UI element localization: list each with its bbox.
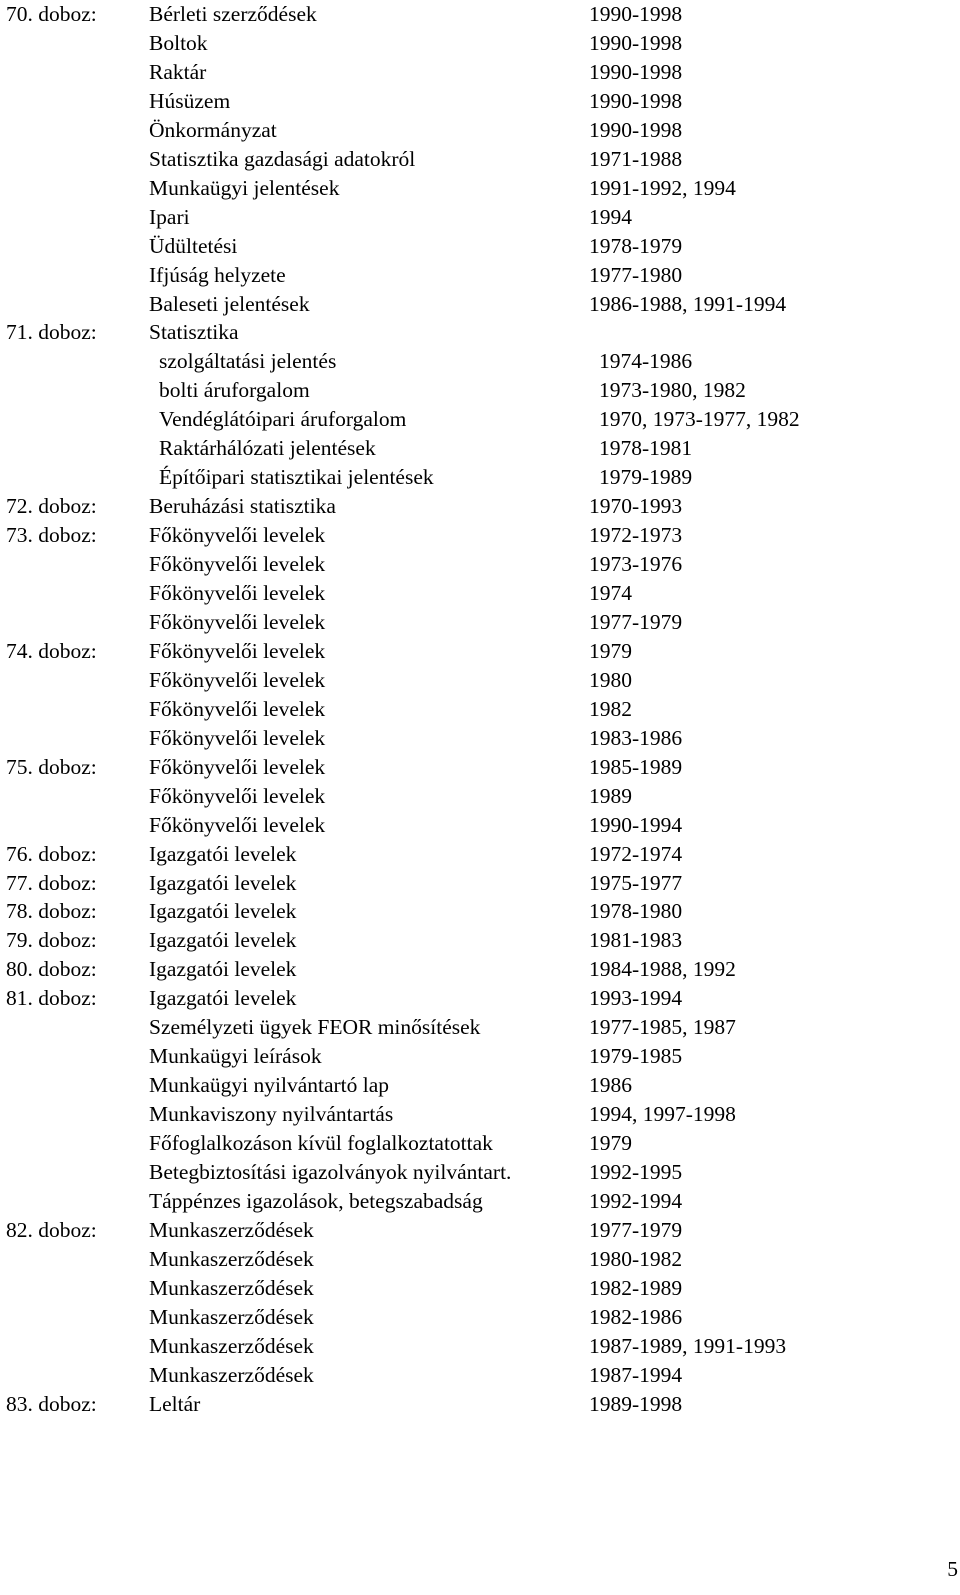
inventory-row xyxy=(0,1042,960,1071)
record-description: Munkaszerződések xyxy=(149,1217,314,1242)
inventory-row xyxy=(0,145,960,174)
box-number: 79. doboz: xyxy=(6,928,97,953)
record-years: 1979-1985 xyxy=(589,1044,683,1069)
record-description: Betegbiztosítási igazolványok nyilvántart. xyxy=(149,1160,512,1184)
record-years: 1979 xyxy=(589,638,632,663)
record-years: 1981-1983 xyxy=(589,928,683,953)
record-description: Főkönyvelői levelek xyxy=(149,754,326,779)
box-number: 70. doboz: xyxy=(6,2,97,26)
record-description: Igazgatói levelek xyxy=(149,899,297,924)
inventory-row xyxy=(0,1187,960,1216)
record-description: Munkaügyi nyilvántartó lap xyxy=(149,1073,390,1098)
record-years: 1978-1981 xyxy=(599,436,693,461)
record-description: Vendéglátóipari áruforgalom xyxy=(159,407,407,432)
inventory-row xyxy=(0,1332,960,1361)
box-number: 73. doboz: xyxy=(6,523,97,548)
record-years: 1990-1998 xyxy=(589,30,683,55)
inventory-row xyxy=(0,955,960,984)
record-description: Főkönyvelői levelek xyxy=(149,667,326,692)
record-description: Igazgatói levelek xyxy=(149,841,297,866)
inventory-row xyxy=(0,869,960,898)
box-number: 72. doboz: xyxy=(6,494,97,519)
record-years: 1977-1980 xyxy=(589,262,683,287)
inventory-row xyxy=(0,840,960,869)
record-years: 1974-1986 xyxy=(599,349,693,374)
record-description: Raktár xyxy=(149,59,207,84)
record-years: 1970-1993 xyxy=(589,494,683,519)
inventory-row xyxy=(0,926,960,955)
inventory-row xyxy=(0,637,960,666)
record-description: Főkönyvelői levelek xyxy=(149,609,326,634)
record-description: Beruházási statisztika xyxy=(149,494,336,519)
inventory-row xyxy=(0,695,960,724)
record-description: Munkaügyi leírások xyxy=(149,1044,322,1069)
record-years: 1992-1994 xyxy=(589,1189,683,1213)
record-description: Ifjúság helyzete xyxy=(149,262,286,287)
record-years: 1970, 1973-1977, 1982 xyxy=(599,407,800,432)
record-description: Főkönyvelői levelek xyxy=(149,638,326,663)
box-number: 75. doboz: xyxy=(6,754,97,779)
inventory-row xyxy=(0,724,960,753)
record-description: Igazgatói levelek xyxy=(149,986,297,1011)
record-years: 1982 xyxy=(589,696,632,721)
record-description: szolgáltatási jelentés xyxy=(159,349,337,374)
inventory-row xyxy=(0,0,960,29)
record-description: Statisztika xyxy=(149,320,239,345)
record-years: 1993-1994 xyxy=(589,986,683,1011)
record-years: 1982-1986 xyxy=(589,1304,683,1329)
record-years: 1980 xyxy=(589,667,632,692)
record-years: 1990-1998 xyxy=(589,2,683,26)
inventory-row xyxy=(0,290,960,319)
record-years: 1975-1977 xyxy=(589,870,683,895)
record-description: Igazgatói levelek xyxy=(149,928,297,953)
inventory-row xyxy=(0,347,960,376)
inventory-row xyxy=(0,58,960,87)
inventory-row xyxy=(0,1129,960,1158)
record-years: 1987-1994 xyxy=(589,1362,683,1387)
box-number: 80. doboz: xyxy=(6,957,97,982)
record-years: 1990-1994 xyxy=(589,812,683,837)
record-years: 1973-1980, 1982 xyxy=(599,378,746,403)
inventory-row xyxy=(0,521,960,550)
record-years: 1973-1976 xyxy=(589,552,683,576)
inventory-row xyxy=(0,753,960,782)
record-years: 1978-1979 xyxy=(589,233,683,258)
inventory-row xyxy=(0,1390,960,1419)
inventory-row xyxy=(0,1100,960,1129)
record-description: Önkormányzat xyxy=(149,117,277,142)
record-years: 1971-1988 xyxy=(589,146,683,171)
record-description: Főkönyvelői levelek xyxy=(149,696,326,721)
inventory-row xyxy=(0,174,960,203)
inventory-row xyxy=(0,1361,960,1390)
record-description: Statisztika gazdasági adatokról xyxy=(149,146,416,171)
record-years: 1991-1992, 1994 xyxy=(589,175,736,200)
record-years: 1978-1980 xyxy=(589,899,683,924)
inventory-row xyxy=(0,666,960,695)
record-years: 1972-1973 xyxy=(589,523,683,548)
record-description: Igazgatói levelek xyxy=(149,870,297,895)
record-description: Ipari xyxy=(149,204,190,229)
inventory-row xyxy=(0,1158,960,1187)
record-description: bolti áruforgalom xyxy=(159,378,310,403)
box-number: 76. doboz: xyxy=(6,841,97,866)
record-description: Bérleti szerződések xyxy=(149,2,317,26)
record-years: 1979-1989 xyxy=(599,465,693,490)
record-description: Építőipari statisztikai jelentések xyxy=(159,465,434,490)
record-years: 1994 xyxy=(589,204,632,229)
record-years: 1990-1998 xyxy=(589,88,683,113)
inventory-row xyxy=(0,87,960,116)
record-years: 1989 xyxy=(589,783,632,808)
record-description: Főkönyvelői levelek xyxy=(149,581,326,605)
inventory-row xyxy=(0,116,960,145)
record-years: 1985-1989 xyxy=(589,754,683,779)
inventory-row xyxy=(0,1071,960,1100)
record-description: Főkönyvelői levelek xyxy=(149,552,326,576)
record-years: 1982-1989 xyxy=(589,1275,683,1300)
record-years: 1974 xyxy=(589,581,632,605)
record-description: Munkaszerződések xyxy=(149,1333,314,1358)
record-years: 1989-1998 xyxy=(589,1391,683,1416)
record-description: Főkönyvelői levelek xyxy=(149,523,326,548)
record-description: Munkaviszony nyilvántartás xyxy=(149,1102,394,1127)
box-number: 71. doboz: xyxy=(6,320,97,345)
record-years: 1979 xyxy=(589,1131,632,1155)
record-description: Üdültetési xyxy=(149,233,238,258)
record-years: 1977-1985, 1987 xyxy=(589,1015,736,1040)
inventory-row xyxy=(0,550,960,579)
record-description: Munkaszerződések xyxy=(149,1246,314,1271)
inventory-row xyxy=(0,492,960,521)
record-years: 1983-1986 xyxy=(589,725,683,750)
inventory-row xyxy=(0,811,960,840)
record-years: 1984-1988, 1992 xyxy=(589,957,736,982)
inventory-row xyxy=(0,232,960,261)
record-description: Leltár xyxy=(149,1391,201,1416)
box-number: 83. doboz: xyxy=(6,1391,97,1416)
record-description: Raktárhálózati jelentések xyxy=(159,436,376,461)
record-description: Munkaszerződések xyxy=(149,1304,314,1329)
inventory-row xyxy=(0,203,960,232)
record-description: Személyzeti ügyek FEOR minősítések xyxy=(149,1015,481,1040)
inventory-row xyxy=(0,261,960,290)
record-description: Húsüzem xyxy=(149,88,231,113)
page-number: 5 xyxy=(947,1557,958,1581)
record-description: Boltok xyxy=(149,30,208,55)
record-description: Főfoglalkozáson kívül foglalkoztatottak xyxy=(149,1131,493,1155)
box-number: 78. doboz: xyxy=(6,899,97,924)
record-years: 1990-1998 xyxy=(589,117,683,142)
inventory-row xyxy=(0,376,960,405)
inventory-row xyxy=(0,1013,960,1042)
record-years: 1994, 1997-1998 xyxy=(589,1102,736,1127)
record-years: 1992-1995 xyxy=(589,1160,683,1184)
inventory-row xyxy=(0,1274,960,1303)
box-number: 82. doboz: xyxy=(6,1217,97,1242)
record-years: 1987-1989, 1991-1993 xyxy=(589,1333,787,1358)
record-years: 1990-1998 xyxy=(589,59,683,84)
inventory-row xyxy=(0,29,960,58)
record-description: Igazgatói levelek xyxy=(149,957,297,982)
inventory-row xyxy=(0,1216,960,1245)
record-years: 1972-1974 xyxy=(589,841,683,866)
inventory-row xyxy=(0,1303,960,1332)
inventory-row xyxy=(0,579,960,608)
inventory-row xyxy=(0,897,960,926)
box-number: 81. doboz: xyxy=(6,986,97,1011)
record-description: Baleseti jelentések xyxy=(149,291,310,316)
record-years: 1977-1979 xyxy=(589,609,683,634)
record-years: 1986 xyxy=(589,1073,632,1098)
record-description: Munkaszerződések xyxy=(149,1275,314,1300)
inventory-row xyxy=(0,1245,960,1274)
record-description: Táppénzes igazolások, betegszabadság xyxy=(149,1189,483,1213)
record-description: Főkönyvelői levelek xyxy=(149,812,326,837)
record-description: Főkönyvelői levelek xyxy=(149,783,326,808)
record-years: 1986-1988, 1991-1994 xyxy=(589,291,787,316)
record-years: 1977-1979 xyxy=(589,1217,683,1242)
box-number: 77. doboz: xyxy=(6,870,97,895)
record-description: Munkaügyi jelentések xyxy=(149,175,340,200)
inventory-row xyxy=(0,984,960,1013)
inventory-row xyxy=(0,608,960,637)
inventory-row xyxy=(0,318,960,347)
inventory-row xyxy=(0,463,960,492)
record-description: Munkaszerződések xyxy=(149,1362,314,1387)
inventory-row xyxy=(0,434,960,463)
inventory-row xyxy=(0,405,960,434)
inventory-row xyxy=(0,782,960,811)
box-number: 74. doboz: xyxy=(6,638,97,663)
record-years: 1980-1982 xyxy=(589,1246,683,1271)
record-description: Főkönyvelői levelek xyxy=(149,725,326,750)
